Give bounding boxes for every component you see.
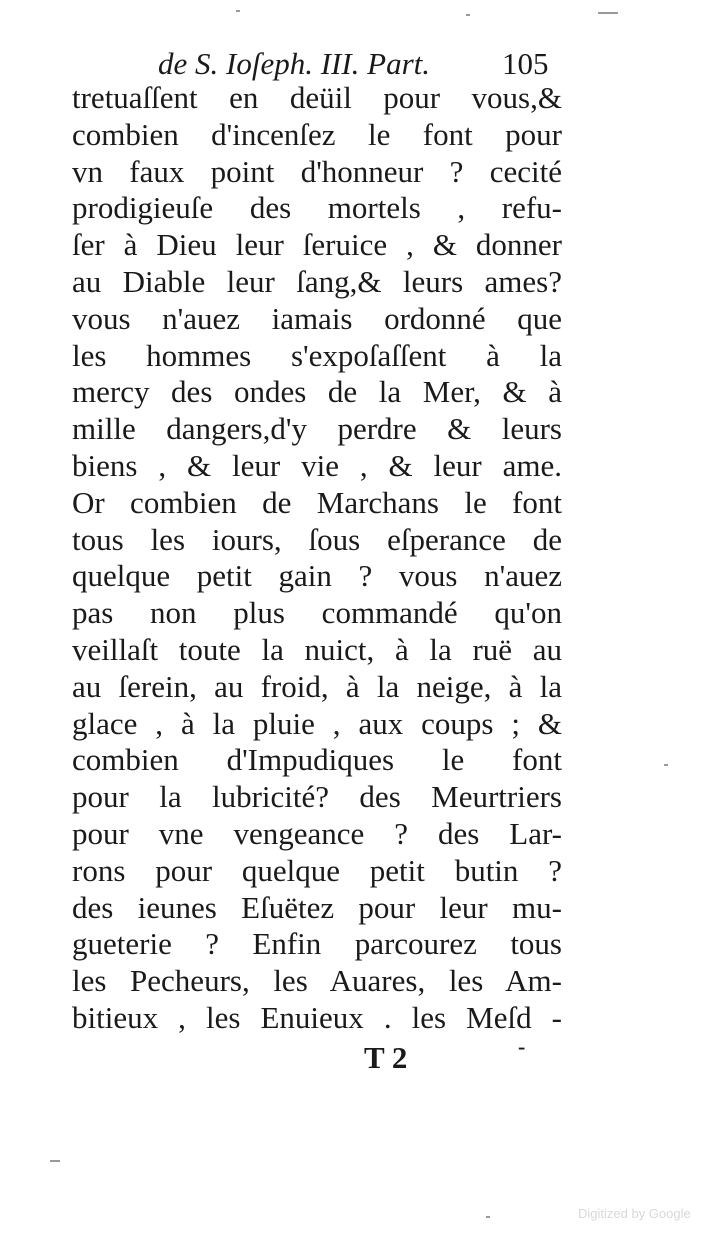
print-speck (664, 764, 668, 766)
text-line: pour la lubricité? des Meurtriers (72, 779, 562, 815)
print-speck (598, 12, 618, 14)
text-line: gueterie ? Enfin parcourez tous (72, 926, 562, 962)
text-line: les Pecheurs, les Auares, les Am- (72, 963, 562, 999)
text-line: combien d'incenſez le font pour (72, 116, 562, 152)
print-speck (236, 10, 240, 12)
print-speck (50, 1160, 60, 1162)
body-text (72, 80, 562, 1037)
text-line: les hommes s'expoſaſſent à la (72, 337, 562, 373)
text-line: pas non plus commandé qu'on (72, 595, 562, 631)
text-line: ſer à Dieu leur ſeruice , & donner (72, 227, 562, 263)
text-line: vn faux point d'honneur ? cecité (72, 153, 562, 189)
text-line: rons pour quelque petit butin ? (72, 852, 562, 888)
text-block (72, 40, 562, 1037)
text-line: mille dangers,d'y perdre & leurs (72, 411, 562, 447)
text-line: bitieux , les Enuieux . les Meſd - (72, 999, 562, 1035)
text-line: au Diable leur ſang,& leurs ames? (72, 263, 562, 299)
text-line: prodigieuſe des mortels , refu- (72, 190, 562, 226)
text-line: des ieunes Eſuëtez pour leur mu- (72, 889, 562, 925)
text-line: combien d'Impudiques le font (72, 742, 562, 778)
text-line: tretuaſſent en deüil pour vous,& (72, 80, 562, 115)
catchword: - (518, 1034, 526, 1059)
signature-mark: T 2 (364, 1040, 408, 1075)
text-line: biens , & leur vie , & leur ame. (72, 447, 562, 483)
print-speck (486, 1216, 490, 1218)
digitization-watermark: Digitized by Google (578, 1206, 691, 1221)
text-line: vous n'auez iamais ordonné que (72, 300, 562, 336)
text-line: glace , à la pluie , aux coups ; & (72, 705, 562, 741)
text-line: au ſerein, au froid, à la neige, à la (72, 668, 562, 704)
text-line: veillaſt toute la nuict, à la ruë au (72, 631, 562, 667)
text-line: mercy des ondes de la Mer, & à (72, 374, 562, 410)
text-line: quelque petit gain ? vous n'auez (72, 558, 562, 594)
text-line: tous les iours, ſous eſperance de (72, 521, 562, 557)
running-head: de S. Ioſeph. III. Part. (158, 46, 431, 81)
print-speck (466, 14, 470, 16)
page-header (72, 40, 562, 80)
page-number: 105 (502, 46, 549, 81)
text-line: pour vne vengeance ? des Lar- (72, 815, 562, 851)
text-line: Or combien de Marchans le font (72, 484, 562, 520)
